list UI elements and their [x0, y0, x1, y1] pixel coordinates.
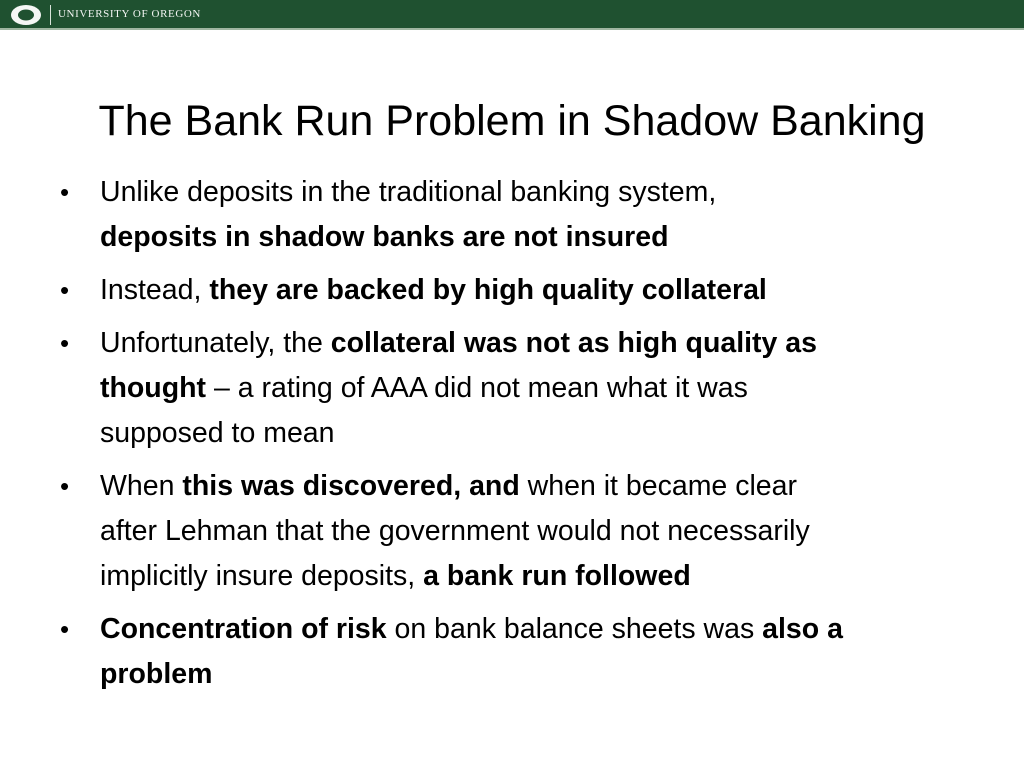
bullet-text-bold: collateral was not as high quality as [330, 327, 818, 359]
bullet-text-bold: also a [762, 613, 843, 645]
bullet-item [60, 170, 980, 260]
oregon-o-logo-icon [9, 4, 43, 26]
bullet-text: implicitly insure deposits, [100, 560, 424, 592]
bullet-text: supposed to mean [100, 417, 335, 449]
bullet-text-bold: a bank run followed [423, 560, 691, 592]
bullet-point-icon: • [60, 177, 70, 207]
bullet-text: when it became clear [519, 470, 797, 502]
bullet-text-bold: thought [100, 372, 207, 404]
bullet-text-bold: problem [100, 658, 213, 690]
logo-divider [50, 5, 51, 25]
bullet-text: Unfortunately, the [100, 327, 331, 359]
bullet-text-bold: Concentration of risk [100, 613, 387, 645]
bullet-item [60, 607, 980, 697]
bullet-text-bold: deposits in shadow banks are not insured [100, 221, 669, 253]
bullet-text: When [100, 470, 183, 502]
bullet-text: after Lehman that the government would not necessarily [100, 515, 810, 547]
bullet-point-icon: • [60, 328, 70, 358]
bullet-item [60, 321, 980, 456]
bullet-text-bold: this was discovered, and [182, 470, 520, 502]
bullet-point-icon: • [60, 275, 70, 305]
bullet-text: Unlike deposits in the traditional banking system, [100, 176, 717, 208]
bullet-item [60, 268, 980, 313]
bullet-text-bold: they are backed by high quality collateral [209, 274, 767, 306]
bullet-text: Instead, [100, 274, 210, 306]
bullet-point-icon: • [60, 471, 70, 501]
bullet-point-icon: • [60, 614, 70, 644]
header-bar [0, 0, 1024, 30]
bullet-item [60, 464, 980, 599]
organization-name: UNIVERSITY OF OREGON [58, 8, 201, 20]
bullet-text: on bank balance sheets was [386, 613, 763, 645]
slide-title: The Bank Run Problem in Shadow Banking [98, 96, 926, 145]
bullet-list [60, 170, 980, 705]
bullet-text: – a rating of AAA did not mean what it was [206, 372, 748, 404]
